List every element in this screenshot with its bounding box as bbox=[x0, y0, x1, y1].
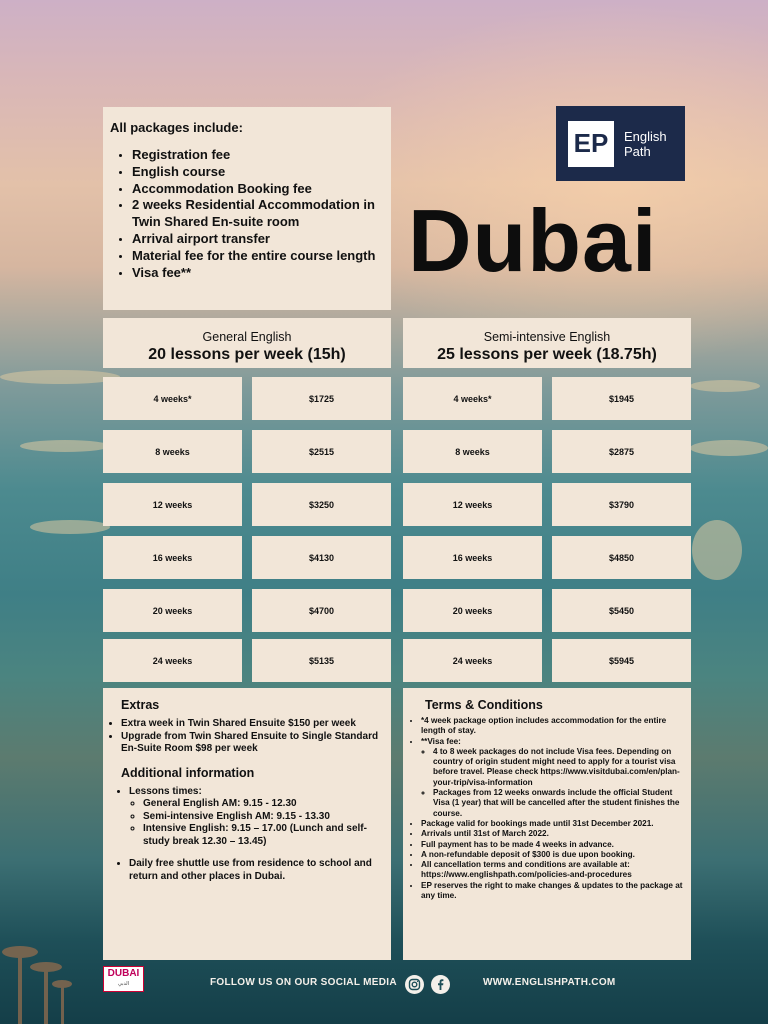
terms-item: • Full payment has to be made 4 weeks in advance. bbox=[421, 840, 685, 850]
semi-duration-cell: 24 weeks bbox=[403, 639, 542, 682]
terms-item: • A non-refundable deposit of $300 is due upon booking. bbox=[421, 850, 685, 860]
course-header-general bbox=[103, 318, 391, 368]
lesson-time: ◦ Semi-intensive English AM: 9.15 - 13.30 bbox=[143, 811, 385, 824]
general-price-cell: $3250 bbox=[252, 483, 391, 526]
lessons-label: Lessons times: bbox=[129, 785, 202, 797]
background-island bbox=[20, 440, 110, 452]
badge-subtext: الدبي bbox=[117, 981, 130, 987]
logo-mark: EP bbox=[568, 121, 614, 167]
terms-item: • Package valid for bookings made until 31st December 2021. bbox=[421, 819, 685, 829]
semi-duration-cell: 4 weeks* bbox=[403, 377, 542, 420]
website-link[interactable]: WWW.ENGLISHPATH.COM bbox=[483, 977, 616, 988]
general-duration-cell: 16 weeks bbox=[103, 536, 242, 579]
badge-text: DUBAI bbox=[107, 968, 140, 979]
package-item: • Arrival airport transfer bbox=[132, 231, 383, 248]
background-island bbox=[690, 380, 760, 392]
background-island bbox=[30, 520, 110, 534]
background-island bbox=[692, 520, 742, 580]
semi-price-cell: $3790 bbox=[552, 483, 691, 526]
semi-price-cell: $5945 bbox=[552, 639, 691, 682]
semi-duration-cell: 16 weeks bbox=[403, 536, 542, 579]
general-price-cell: $4130 bbox=[252, 536, 391, 579]
semi-duration-cell: 20 weeks bbox=[403, 589, 542, 632]
logo-line-2: Path bbox=[624, 143, 651, 159]
background-island bbox=[0, 370, 120, 384]
semi-price-cell: $1945 bbox=[552, 377, 691, 420]
semi-price-cell: $5450 bbox=[552, 589, 691, 632]
general-price-cell: $1725 bbox=[252, 377, 391, 420]
background-island bbox=[690, 440, 768, 456]
general-duration-cell: 24 weeks bbox=[103, 639, 242, 682]
package-item: • English course bbox=[132, 164, 383, 181]
semi-price-cell: $4850 bbox=[552, 536, 691, 579]
visa-item: ◦ Packages from 12 weeks onwards include the official Student Visa (1 year) that will be cancelled after the student finishes the course. bbox=[433, 788, 685, 819]
terms-item: • All cancellation terms and conditions are available at: https://www.englishpath.com/policies-and-procedures bbox=[421, 860, 685, 881]
lessons-times bbox=[129, 786, 385, 849]
terms-heading: Terms & Conditions bbox=[425, 698, 543, 712]
instagram-icon[interactable] bbox=[405, 975, 424, 994]
extras-heading: Extras bbox=[121, 698, 160, 712]
english-path-logo bbox=[556, 106, 685, 181]
terms-item: • Arrivals until 31st of March 2022. bbox=[421, 829, 685, 839]
general-price-cell: $2515 bbox=[252, 430, 391, 473]
general-duration-cell: 20 weeks bbox=[103, 589, 242, 632]
general-price-cell: $4700 bbox=[252, 589, 391, 632]
general-price-cell: $5135 bbox=[252, 639, 391, 682]
dubai-tourism-badge bbox=[103, 966, 144, 992]
general-duration-cell: 12 weeks bbox=[103, 483, 242, 526]
packages-list bbox=[110, 147, 383, 281]
semi-duration-cell: 8 weeks bbox=[403, 430, 542, 473]
lesson-time: ◦ Intensive English: 9.15 – 17.00 (Lunch and self-study break 12.30 – 13.45) bbox=[143, 823, 385, 848]
package-item: • Material fee for the entire course length bbox=[132, 248, 383, 265]
terms-list bbox=[409, 716, 685, 901]
lesson-time: ◦ General English AM: 9.15 - 12.30 bbox=[143, 798, 385, 811]
general-duration-cell: 4 weeks* bbox=[103, 377, 242, 420]
extras-panel bbox=[103, 688, 391, 960]
extras-list bbox=[109, 718, 385, 756]
course-name: Semi-intensive English bbox=[483, 330, 611, 344]
course-hours: 25 lessons per week (18.75h) bbox=[437, 346, 657, 363]
logo-line-1: English bbox=[624, 128, 667, 144]
additional-list bbox=[109, 786, 385, 884]
terms-item: • *4 week package option includes accommodation for the entire length of stay. bbox=[421, 716, 685, 737]
package-item: • Visa fee** bbox=[132, 265, 383, 282]
spacer bbox=[129, 848, 385, 858]
course-header-semi-intensive bbox=[403, 318, 691, 368]
extras-item: • Upgrade from Twin Shared Ensuite to Single Standard En-Suite Room $98 per week bbox=[121, 731, 385, 756]
general-duration-cell: 8 weeks bbox=[103, 430, 242, 473]
shuttle-info: • Daily free shuttle use from residence to school and return and other places in Dubai. bbox=[129, 858, 385, 883]
terms-item: • EP reserves the right to make changes & updates to the package at any time. bbox=[421, 881, 685, 902]
course-hours: 20 lessons per week (15h) bbox=[148, 346, 346, 363]
packages-heading: All packages include: bbox=[110, 120, 243, 135]
semi-price-cell: $2875 bbox=[552, 430, 691, 473]
visa-label: **Visa fee: bbox=[421, 736, 461, 746]
visa-list bbox=[421, 747, 685, 819]
terms-panel bbox=[403, 688, 691, 960]
lessons-list bbox=[129, 798, 385, 848]
course-name: General English bbox=[202, 330, 292, 344]
semi-duration-cell: 12 weeks bbox=[403, 483, 542, 526]
visa-item: ◦ 4 to 8 week packages do not include Visa fees. Depending on country of origin student might need to apply for a tourist visa before travel. Please check https://www.visitdubai.com/en/plan-your-trip/visa-information bbox=[433, 747, 685, 788]
extras-item: • Extra week in Twin Shared Ensuite $150 per week bbox=[121, 718, 385, 731]
package-item: • Accommodation Booking fee bbox=[132, 181, 383, 198]
logo-text bbox=[624, 129, 667, 159]
package-item: • 2 weeks Residential Accommodation in Twin Shared En-suite room bbox=[132, 197, 383, 231]
additional-heading: Additional information bbox=[121, 765, 255, 780]
facebook-icon[interactable] bbox=[431, 975, 450, 994]
palm-trees-icon bbox=[0, 914, 90, 1024]
follow-social-text: FOLLOW US ON OUR SOCIAL MEDIA bbox=[210, 977, 397, 988]
packages-panel bbox=[103, 107, 391, 310]
terms-visa bbox=[421, 737, 685, 819]
destination-title: Dubai bbox=[408, 191, 658, 290]
package-item: • Registration fee bbox=[132, 147, 383, 164]
